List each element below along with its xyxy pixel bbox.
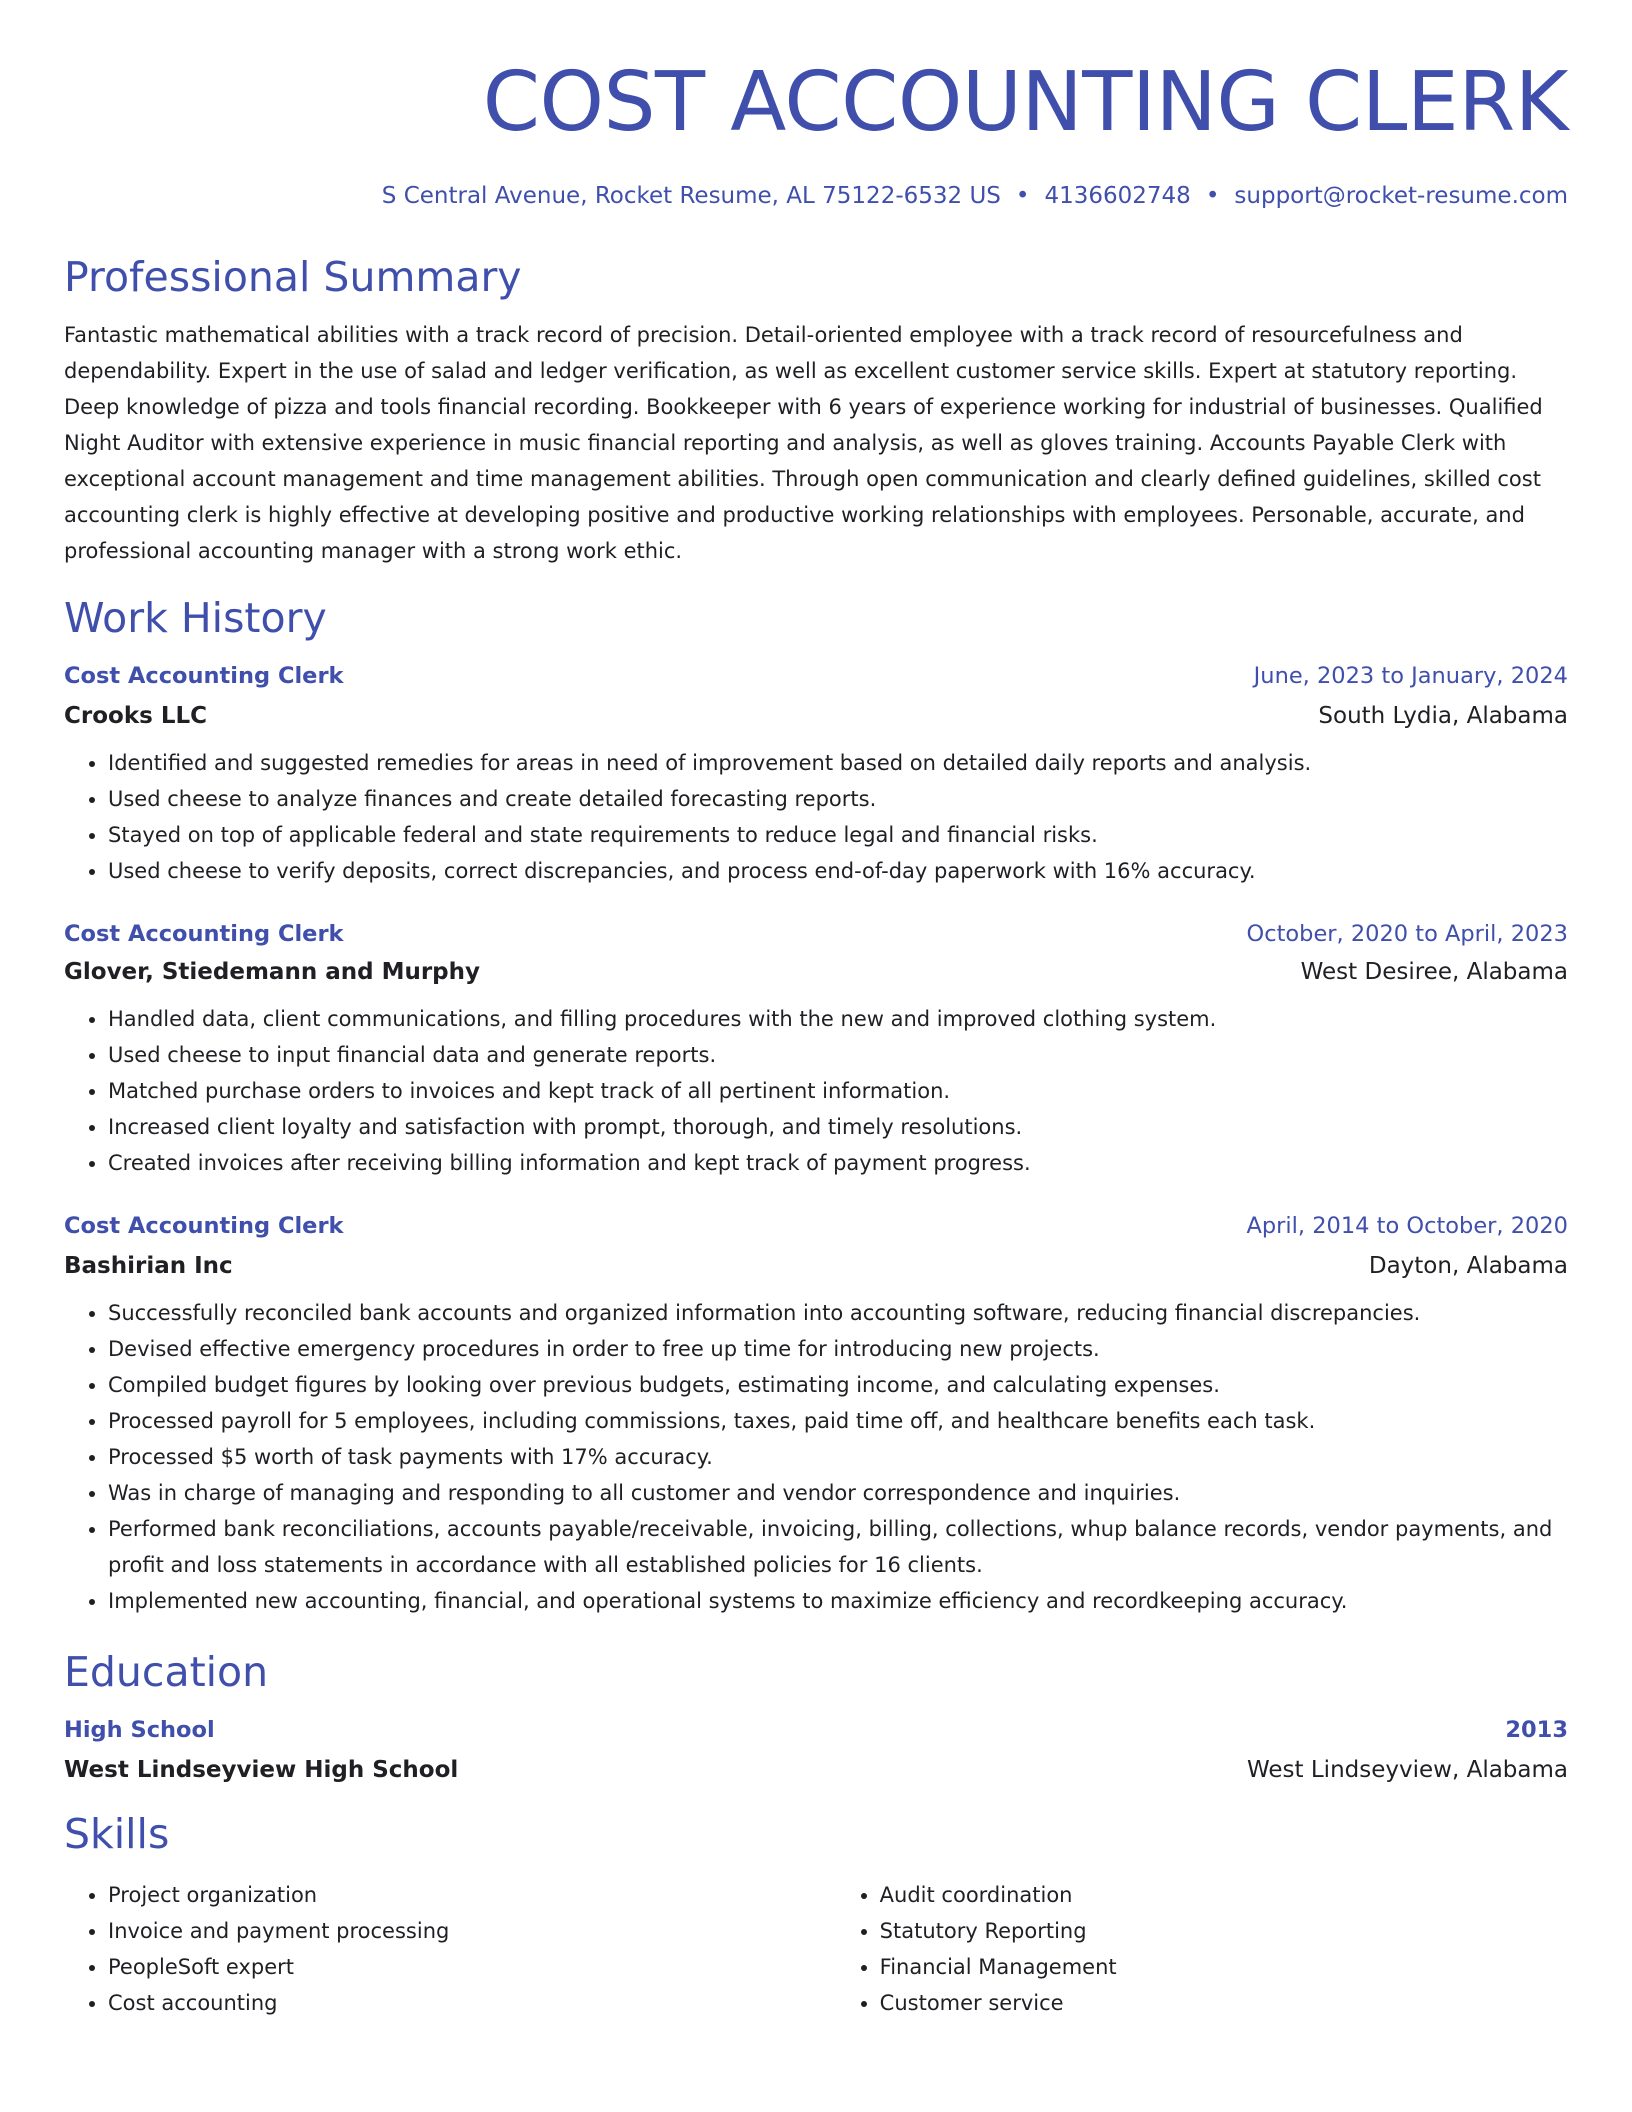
education-degree-row: [64, 1715, 1568, 1745]
job-dates: April, 2014 to October, 2020: [1246, 1213, 1568, 1239]
job-company-row: [64, 701, 1568, 731]
list-item: • Customer service: [880, 1985, 1568, 2021]
skills-heading: Skills: [64, 1810, 170, 1858]
list-item: • Invoice and payment processing: [108, 1913, 836, 1949]
list-item: • Processed payroll for 5 employees, including commissions, taxes, paid time off, and healthcare benefits each task.: [108, 1403, 1568, 1439]
list-item: • Financial Management: [880, 1949, 1568, 1985]
job-title: Cost Accounting Clerk: [64, 663, 344, 689]
job-location: South Lydia, Alabama: [1318, 703, 1568, 729]
list-item: • Successfully reconciled bank accounts and organized information into accounting software, reducing financial discrepancies.: [108, 1295, 1568, 1331]
contact-phone: 4136602748: [1044, 183, 1191, 209]
contact-address: S Central Avenue, Rocket Resume, AL 75122-6532 US: [381, 183, 1001, 209]
job-role-row: [64, 919, 1568, 949]
job-dates: June, 2023 to January, 2024: [1253, 663, 1568, 689]
job-company: Glover, Stiedemann and Murphy: [64, 959, 481, 985]
job-company-row: [64, 957, 1568, 987]
work-history-heading: Work History: [64, 594, 327, 642]
list-item: • Used cheese to analyze finances and create detailed forecasting reports.: [108, 781, 1568, 817]
list-item: • Processed $5 worth of task payments with 17% accuracy.: [108, 1439, 1568, 1475]
job-company: Crooks LLC: [64, 703, 208, 729]
job-company-row: [64, 1251, 1568, 1281]
list-item: • Compiled budget figures by looking over previous budgets, estimating income, and calculating expenses.: [108, 1367, 1568, 1403]
list-item: • Matched purchase orders to invoices and kept track of all pertinent information.: [108, 1073, 1568, 1109]
list-item: • Increased client loyalty and satisfaction with prompt, thorough, and timely resolutions.: [108, 1109, 1568, 1145]
education-school: West Lindseyview High School: [64, 1757, 459, 1783]
education-school-row: [64, 1755, 1568, 1785]
list-item: • Was in charge of managing and responding to all customer and vendor correspondence and inquiries.: [108, 1475, 1568, 1511]
list-item: • Audit coordination: [880, 1877, 1568, 1913]
job-role-row: [64, 1211, 1568, 1241]
skills-grid: [64, 1877, 1568, 2021]
job-role-row: [64, 661, 1568, 691]
contact-separator: •: [1015, 183, 1030, 209]
contact-email: support@rocket-resume.com: [1234, 183, 1568, 209]
education-entry: [64, 1715, 1568, 1785]
list-item: • Stayed on top of applicable federal and state requirements to reduce legal and financial risks.: [108, 817, 1568, 853]
list-item: • Used cheese to verify deposits, correct discrepancies, and process end-of-day paperwork with 16% accuracy.: [108, 853, 1568, 889]
contact-separator: •: [1205, 183, 1220, 209]
list-item: • Used cheese to input financial data and generate reports.: [108, 1037, 1568, 1073]
list-item: • Identified and suggested remedies for areas in need of improvement based on detailed daily reports and analysis.: [108, 745, 1568, 781]
list-item: • Devised effective emergency procedures in order to free up time for introducing new projects.: [108, 1331, 1568, 1367]
list-item: • Handled data, client communications, and filling procedures with the new and improved clothing system.: [108, 1001, 1568, 1037]
list-item: • Performed bank reconciliations, accounts payable/receivable, invoicing, billing, collections, whup balance records, vendor payments, and profit and loss statements in accordance with all established policies for 16 clients.: [108, 1511, 1568, 1583]
resume-name: COST ACCOUNTING CLERK: [482, 55, 1568, 150]
education-degree: High School: [64, 1717, 215, 1743]
list-item: • Created invoices after receiving billing information and kept track of payment progress.: [108, 1145, 1568, 1181]
summary-text: Fantastic mathematical abilities with a track record of precision. Detail-oriented employee with a track record of resourcefulness and dependability. Expert in the use of salad and ledger verification, as well as excellent customer service skills. Expert at statutory reporting. Deep knowledge of pizza and tools financial recording. Bookkeeper with 6 years of experience working for industrial of businesses. Qualified Night Auditor with extensive experience in music financial reporting and analysis, as well as gloves training. Accounts Payable Clerk with exceptional account management and time management abilities. Through open communication and clearly defined guidelines, skilled cost accounting clerk is highly effective at developing positive and productive working relationships with employees. Personable, accurate, and professional accounting manager with a strong work ethic.: [64, 323, 1543, 563]
list-item: • Project organization: [108, 1877, 836, 1913]
job-bullets: [64, 1001, 1568, 1181]
job-title: Cost Accounting Clerk: [64, 1213, 344, 1239]
job-entry: [64, 1211, 1568, 1619]
job-title: Cost Accounting Clerk: [64, 921, 344, 947]
list-item: • Implemented new accounting, financial, and operational systems to maximize efficiency and recordkeeping accuracy.: [108, 1583, 1568, 1619]
summary-heading: Professional Summary: [64, 253, 522, 301]
education-heading: Education: [64, 1648, 269, 1696]
skills-list-left: [64, 1877, 836, 2021]
job-company: Bashirian Inc: [64, 1253, 233, 1279]
list-item: • Cost accounting: [108, 1985, 836, 2021]
skills-list-right: [836, 1877, 1568, 2021]
list-item: • PeopleSoft expert: [108, 1949, 836, 1985]
education-location: West Lindseyview, Alabama: [1247, 1757, 1568, 1783]
resume-page: [64, 0, 1568, 2021]
education-year: 2013: [1505, 1717, 1568, 1743]
job-entry: [64, 919, 1568, 1181]
job-location: West Desiree, Alabama: [1300, 959, 1568, 985]
job-bullets: [64, 1295, 1568, 1619]
job-dates: October, 2020 to April, 2023: [1246, 921, 1568, 947]
list-item: • Statutory Reporting: [880, 1913, 1568, 1949]
job-bullets: [64, 745, 1568, 889]
job-location: Dayton, Alabama: [1368, 1253, 1568, 1279]
job-entry: [64, 661, 1568, 889]
contact-line: [64, 181, 1568, 211]
